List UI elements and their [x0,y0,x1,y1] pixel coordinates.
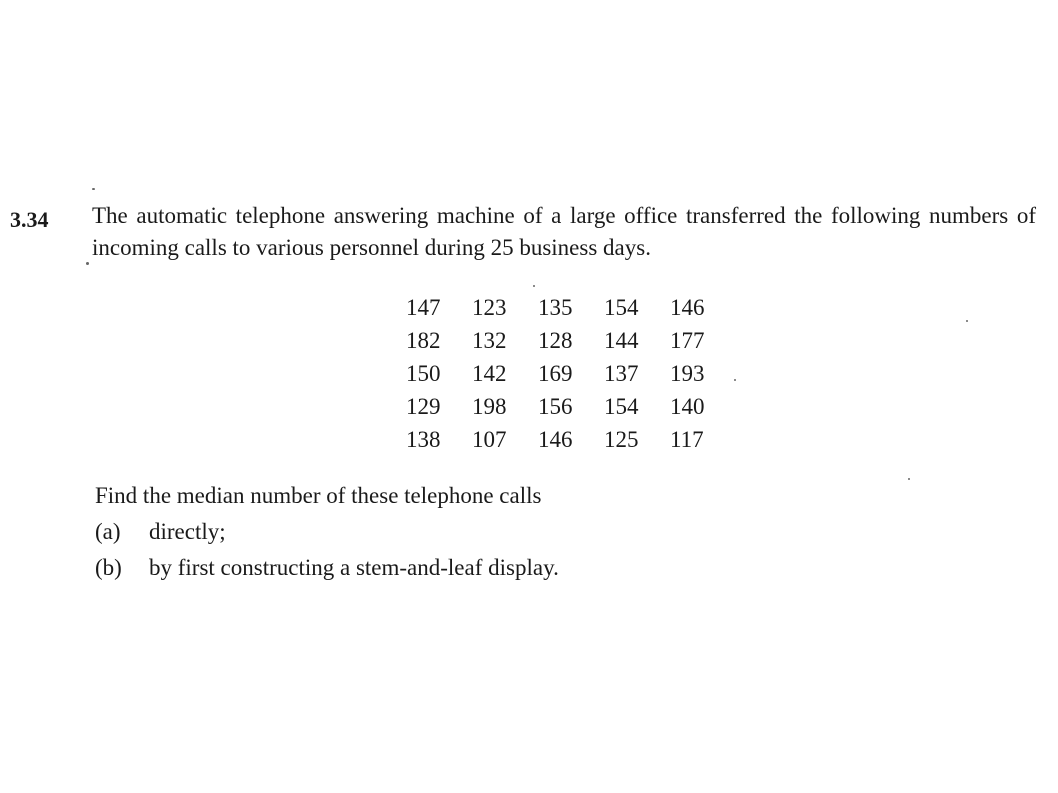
calls-data-table [406,291,722,456]
scan-speck [533,285,535,287]
table-row [406,423,722,456]
problem-header [10,200,1050,264]
table-cell: 132 [472,328,507,353]
scan-speck [734,379,736,381]
table-cell: 154 [604,295,639,320]
table-cell: 156 [538,394,573,419]
table-cell: 150 [406,361,441,386]
part-text: directly; [149,519,226,544]
part-label: (a) [95,519,121,544]
table-cell: 140 [670,394,705,419]
table-cell: 107 [472,427,507,452]
table-cell: 129 [406,394,441,419]
scan-speck [966,320,968,322]
table-cell: 144 [604,328,639,353]
table-cell: 193 [670,361,705,386]
table-cell: 123 [472,295,507,320]
table-cell: 146 [538,427,573,452]
table-cell: 182 [406,328,441,353]
table-cell: 198 [472,394,507,419]
problem-statement: The automatic telephone answering machine of a large office transferred the following numbers of incoming calls to various personnel during 25 business days. [92,203,1036,260]
question [95,478,559,586]
table-cell: 138 [406,427,441,452]
table-cell: 117 [670,427,704,452]
scan-speck [86,262,89,265]
table-cell: 137 [604,361,639,386]
question-part-b [95,550,559,586]
scan-speck [92,188,95,190]
table-cell: 154 [604,394,639,419]
table-row [406,390,722,423]
question-part-a [95,514,559,550]
part-text: by first constructing a stem-and-leaf display. [149,555,559,580]
scan-speck [908,478,910,480]
problem-number: 3.34 [10,207,49,232]
table-cell: 177 [670,328,705,353]
part-label: (b) [95,555,122,580]
table-cell: 142 [472,361,507,386]
table-row [406,291,722,324]
table-cell: 135 [538,295,573,320]
table-cell: 146 [670,295,705,320]
table-cell: 125 [604,427,639,452]
problem [10,200,1050,264]
table-cell: 128 [538,328,573,353]
table-cell: 169 [538,361,573,386]
table-row [406,357,722,390]
table-row [406,324,722,357]
question-prompt: Find the median number of these telephone calls [95,483,542,508]
table-cell: 147 [406,295,441,320]
